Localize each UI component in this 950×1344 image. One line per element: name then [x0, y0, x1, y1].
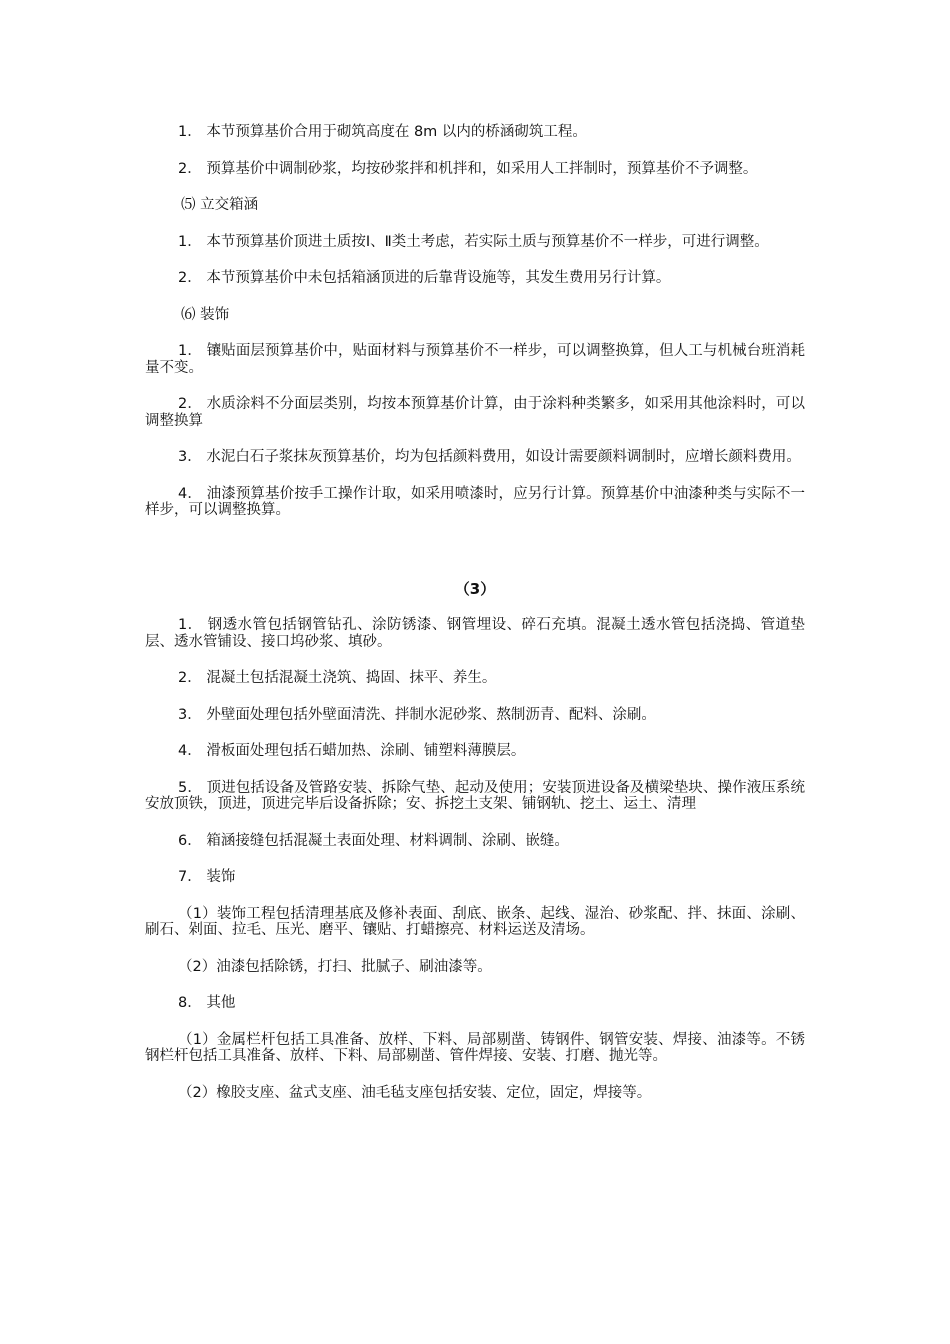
paragraph: 5． 顶进包括设备及管路安装、拆除气垫、起动及使用；安装顶进设备及横梁垫块、操作液压系统安放顶铁，顶进，顶进完毕后设备拆除；安、拆挖土支架、铺钢轨、挖土、运土、清理: [145, 779, 805, 812]
paragraph: （2）油漆包括除锈，打扫、批腻子、刷油漆等。: [178, 958, 492, 975]
paragraph: （2）橡胶支座、盆式支座、油毛毡支座包括安装、定位，固定，焊接等。: [178, 1084, 652, 1101]
paragraph: （1）装饰工程包括清理基底及修补表面、刮底、嵌条、起线、湿治、砂浆配、拌、抹面、涂刷、刷石、剁面、拉毛、压光、磨平、镶贴、打蜡擦亮、材料运送及清场。: [145, 905, 805, 938]
paragraph: 1． 镶贴面层预算基价中，贴面材料与预算基价不一样步，可以调整换算，但人工与机械台班消耗量不变。: [145, 343, 805, 376]
document-body: [145, 124, 805, 1121]
paragraph: （1）金属栏杆包括工具准备、放样、下料、局部剔凿、铸钢件、钢管安装、焊接、油漆等。不锈钢栏杆包括工具准备、放样、下料、局部剔凿、管件焊接、安装、打磨、抛光等。: [145, 1031, 805, 1064]
paragraph: 1． 本节预算基价顶进土质按Ⅰ、Ⅱ类土考虑，若实际土质与预算基价不一样步，可进行调整。: [178, 233, 769, 250]
paragraph: 1． 本节预算基价合用于砌筑高度在 8m 以内的桥涵砌筑工程。: [178, 124, 587, 140]
paragraph: 2． 预算基价中调制砂浆，均按砂浆拌和机拌和，如采用人工拌制时，预算基价不予调整。: [178, 160, 758, 177]
section-gap: [145, 539, 805, 581]
section-title: （3）: [454, 579, 496, 598]
paragraph: 1． 钢透水管包括钢管钻孔、涂防锈漆、钢管埋设、碎石充填。混凝土透水管包括浇捣、管道垫层、透水管铺设、接口坞砂浆、填砂。: [145, 617, 805, 650]
paragraph: 2． 本节预算基价中未包括箱涵顶进的后靠背设施等，其发生费用另行计算。: [178, 270, 671, 286]
paragraph: 4． 油漆预算基价按手工操作计取，如采用喷漆时，应另行计算。预算基价中油漆种类与实际不一样步，可以调整换算。: [145, 485, 805, 518]
paragraph: 3． 外壁面处理包括外壁面清洗、拌制水泥砂浆、熬制沥青、配料、涂刷。: [178, 706, 656, 723]
paragraph: 8． 其他: [178, 995, 236, 1011]
paragraph: 2． 混凝土包括混凝土浇筑、捣固、抹平、养生。: [178, 670, 497, 686]
paragraph: 6． 箱涵接缝包括混凝土表面处理、材料调制、涂刷、嵌缝。: [178, 832, 569, 849]
subsection-heading: ⑸ 立交箱涵: [181, 197, 259, 213]
paragraph: 2． 水质涂料不分面层类别，均按本预算基价计算，由于涂料种类繁多，如采用其他涂料时，可以调整换算: [145, 396, 805, 429]
paragraph: 4． 滑板面处理包括石蜡加热、涂刷、铺塑料薄膜层。: [178, 743, 526, 759]
paragraph: 3． 水泥白石子浆抹灰预算基价，均为包括颜料费用，如设计需要颜料调制时，应增长颜料费用。: [178, 449, 801, 465]
paragraph: 7． 装饰: [178, 869, 236, 885]
subsection-heading: ⑹ 装饰: [181, 306, 230, 323]
